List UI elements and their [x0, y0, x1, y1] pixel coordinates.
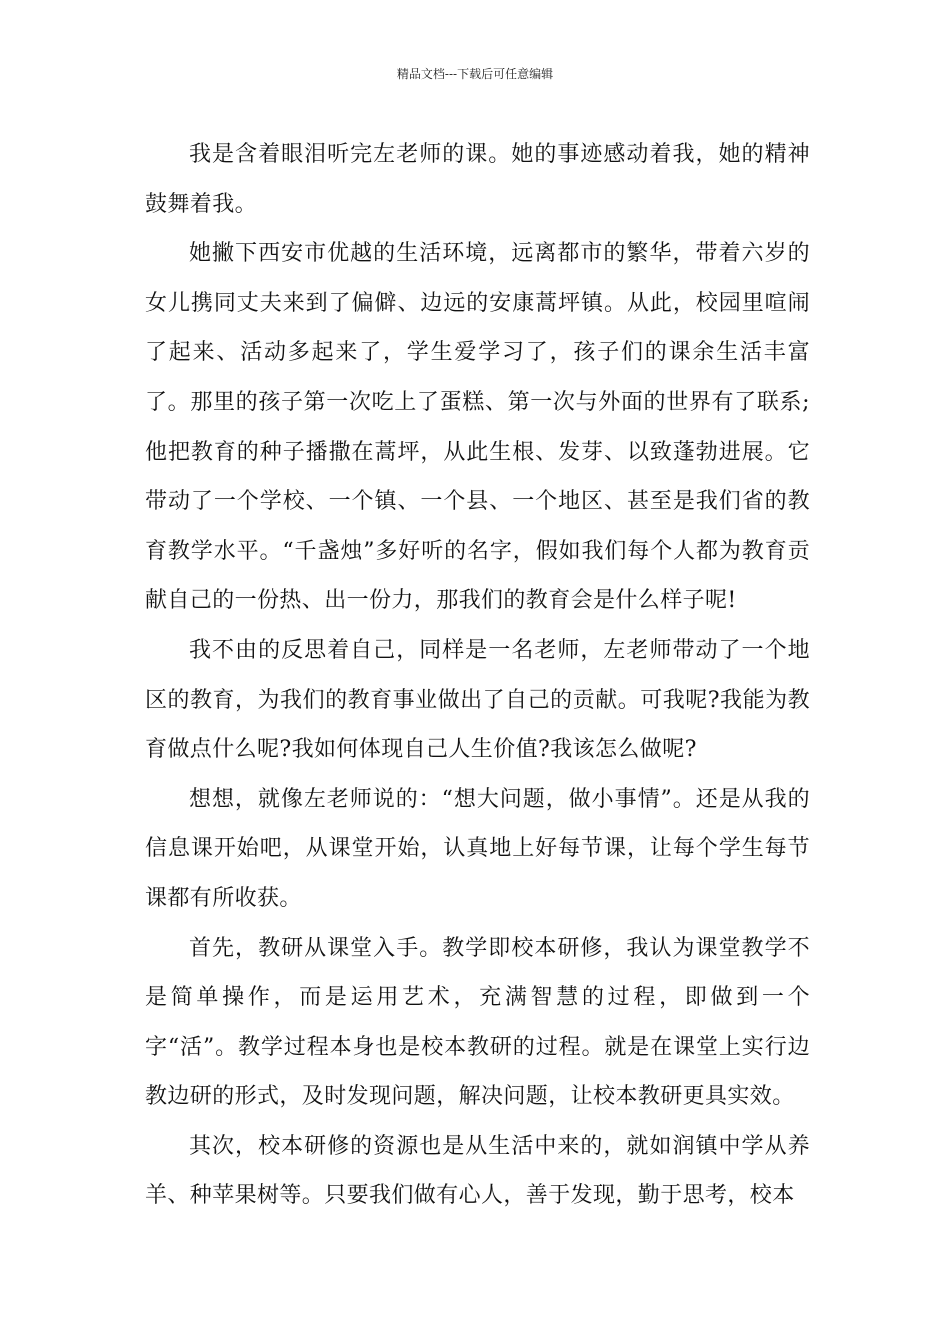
paragraph: 首先，教研从课堂入手。教学即校本研修，我认为课堂教学不是简单操作，而是运用艺术，充满智慧的过程，即做到一个字“活”。教学过程本身也是校本教研的过程。就是在课堂上实行边教边研的形式，及时发现问题，解决问题，让校本教研更具实效。 — [145, 935, 810, 1110]
paragraph: 我是含着眼泪听完左老师的课。她的事迹感动着我，她的精神鼓舞着我。 — [145, 142, 810, 217]
document-body — [145, 130, 810, 1221]
paragraph: 其次，校本研修的资源也是从生活中来的，就如润镇中学从养羊、种苹果树等。只要我们做有心人，善于发现，勤于思考，校本 — [145, 1133, 810, 1209]
paragraph: 我不由的反思着自己，同样是一名老师，左老师带动了一个地区的教育，为我们的教育事业做出了自己的贡献。可我呢?我能为教育做点什么呢?我如何体现自己人生价值?我该怎么做呢? — [145, 637, 810, 763]
page-header: 精品文档---下载后可任意编辑 — [396, 67, 554, 81]
paragraph: 想想，就像左老师说的：“想大问题，做小事情”。还是从我的信息课开始吧，从课堂开始，认真地上好每节课，让每个学生每节课都有所收获。 — [145, 786, 810, 911]
paragraph: 她撇下西安市优越的生活环境，远离都市的繁华，带着六岁的女儿携同丈夫来到了偏僻、边远的安康蒿坪镇。从此，校园里喧闹了起来、活动多起来了，学生爱学习了，孩子们的课余生活丰富了。那里的孩子第一次吃上了蛋糕、第一次与外面的世界有了联系;他把教育的种子播撒在蒿坪，从此生根、发芽、以致蓬勃进展。它带动了一个学校、一个镇、一个县、一个地区、甚至是我们省的教育教学水平。“千盏烛”多好听的名字，假如我们每个人都为教育贡献自己的一份热、出一份力，那我们的教育会是什么样子呢! — [145, 241, 810, 614]
